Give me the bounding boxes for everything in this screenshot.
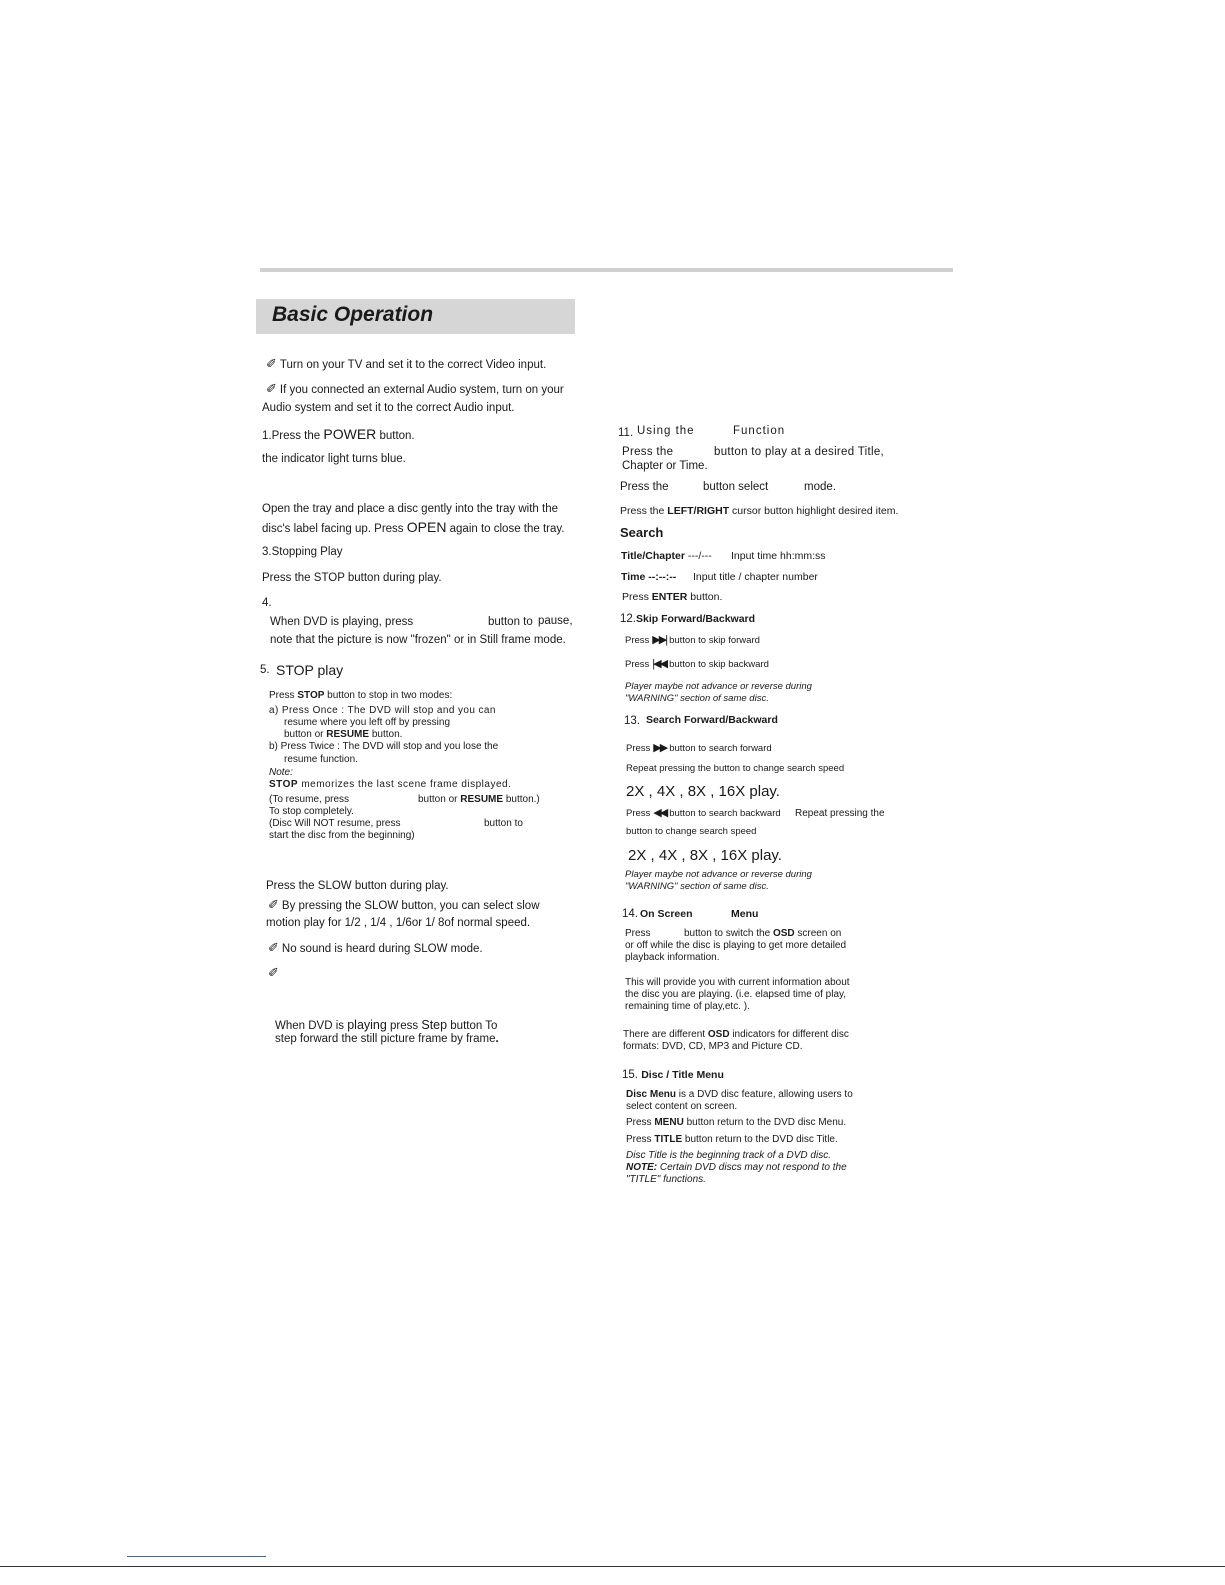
warn-1b: "WARNING" section of same disc. (625, 693, 769, 704)
s11-line-1b: button to play at a desired Title, (714, 446, 885, 458)
time-row: Time --:--:-- (621, 571, 677, 583)
s15-line-4: Press TITLE button return to the DVD disc Title. (626, 1134, 838, 1145)
step-3-title: 3.Stopping Play (262, 546, 343, 558)
warn-2a: Player maybe not advance or reverse during (625, 869, 812, 880)
s14-line-3: playback information. (625, 952, 720, 963)
search-backward-row: Press ◀◀ button to search backward (626, 807, 781, 819)
fast-forward-icon: ▶▶ (653, 742, 667, 754)
s14-title-a: On Screen (640, 908, 693, 920)
stop-line-10b: button to (484, 818, 523, 829)
enter-row: Press ENTER button. (622, 591, 723, 603)
skip-next-icon: ▶▶| (652, 634, 667, 646)
stop-line-8b: button or RESUME button.) (418, 794, 540, 805)
stop-line-3: resume where you left off by pressing (284, 717, 451, 728)
s15-line-1: Disc Menu is a DVD disc feature, allowing users to (626, 1089, 853, 1100)
search-repeat-row: Repeat pressing the button to change search speed (626, 763, 845, 774)
page-title: Basic Operation (272, 303, 434, 326)
step-4-text-2: note that the picture is now "frozen" or in Still frame mode. (270, 634, 566, 646)
step-3-text: Press the STOP button during play. (262, 572, 442, 584)
stop-line-9: To stop completely. (269, 806, 354, 817)
pencil-icon: ✐ (268, 940, 279, 955)
s12-heading: 12.Skip Forward/Backward (620, 613, 756, 625)
s14-num: 14. (622, 908, 638, 920)
s11-num: 11. (618, 427, 634, 439)
pencil-icon: ✐ (268, 965, 279, 980)
bottom-rule (0, 1566, 1225, 1567)
s11-line-3a: Press the (620, 481, 669, 493)
s13-num: 13. (624, 715, 640, 727)
pencil-icon: ✐ (268, 897, 279, 912)
stop-line-4: button or RESUME button. (284, 729, 403, 740)
s14-line-8: formats: DVD, CD, MP3 and Picture CD. (623, 1041, 803, 1052)
stop-line-5: b) Press Twice : The DVD will stop and you lose the (269, 741, 499, 752)
stop-line-8a: (To resume, press (269, 794, 350, 805)
slow-line-5 (268, 966, 282, 981)
s11-line-3b: button select (703, 481, 769, 493)
stop-line-11: start the disc from the beginning) (269, 830, 415, 841)
top-rule (260, 268, 953, 272)
speeds-2: 2X , 4X , 8X , 16X play. (628, 847, 782, 864)
search-backward-row-2: button to change search speed (626, 826, 757, 837)
rewind-icon: ◀◀ (653, 807, 667, 819)
time-hint: Input title / chapter number (693, 571, 818, 583)
s13-title: Search Forward/Backward (646, 714, 778, 726)
note-audio: ✐ If you connected an external Audio system, turn on your (266, 381, 564, 396)
s11-line-4: Press the LEFT/RIGHT cursor button highlight desired item. (620, 505, 899, 517)
s14-line-1a: Press (625, 928, 651, 939)
pencil-icon: ✐ (266, 381, 277, 396)
slow-line-4: ✐ No sound is heard during SLOW mode. (268, 940, 483, 955)
step-1-text: the indicator light turns blue. (262, 453, 406, 465)
note-audio-2: Audio system and set it to the correct Audio input. (262, 402, 515, 414)
title-chapter-row: Title/Chapter ---/--- (621, 550, 712, 562)
step-4-num: 4. (262, 597, 272, 609)
s14-line-5: the disc you are playing. (i.e. elapsed time of play, (625, 989, 847, 1000)
s15-line-6: "TITLE" functions. (626, 1174, 706, 1185)
search-forward-row: Press ▶▶ button to search forward (626, 742, 772, 754)
skip-backward-row: Press |◀◀ button to skip backward (625, 658, 769, 670)
step-4-text-b: button to (488, 616, 533, 628)
skip-forward-row: Press ▶▶| button to skip forward (625, 634, 760, 646)
step-1: 1.Press the POWER button. (262, 426, 415, 442)
step-5-title: STOP play (276, 662, 344, 678)
section-header (256, 299, 575, 334)
s11-line-3c: mode. (804, 481, 836, 493)
s14-title-b: Menu (731, 908, 759, 920)
s14-line-7: There are different OSD indicators for different disc (623, 1029, 849, 1040)
pencil-icon: ✐ (266, 356, 277, 371)
step-line-2: step forward the still picture frame by frame. (275, 1033, 499, 1045)
stop-line-1: Press STOP button to stop in two modes: (269, 690, 453, 701)
warn-1a: Player maybe not advance or reverse during (625, 681, 812, 692)
s11-line-1a: Press the (622, 446, 674, 458)
s15-line-3: Press MENU button return to the DVD disc Menu. (626, 1117, 847, 1128)
stop-line-2: a) Press Once : The DVD will stop and you can (269, 705, 496, 716)
s15-heading: 15. Disc / Title Menu (622, 1069, 724, 1081)
s11-title-b: Function (733, 425, 786, 437)
speeds-1: 2X , 4X , 8X , 16X play. (626, 783, 780, 800)
warn-2b: "WARNING" section of same disc. (625, 881, 769, 892)
slow-line-2: ✐ By pressing the SLOW button, you can select slow (268, 897, 540, 912)
slow-line-3: motion play for 1/2 , 1/4 , 1/6or 1/ 8of normal speed. (266, 917, 531, 929)
stop-line-7: STOP memorizes the last scene frame displayed. (269, 779, 512, 790)
s15-line-5: Disc Title is the beginning track of a DVD disc. (626, 1150, 831, 1161)
s14-line-2: or off while the disc is playing to get more detailed (625, 940, 847, 951)
s11-title-a: Using the (637, 425, 695, 437)
stop-note: Note: (269, 767, 293, 778)
title-chapter-hint: Input time hh:mm:ss (731, 550, 826, 562)
note-tv: ✐ Turn on your TV and set it to the correct Video input. (266, 356, 547, 371)
step-line-1: When DVD is playing press Step button To (275, 1018, 498, 1032)
s14-line-6: remaining time of play,etc. ). (625, 1001, 750, 1012)
step-4-text-c: pause, (538, 615, 573, 627)
step-4-text-a: When DVD is playing, press (270, 616, 414, 628)
step-2-text-2: disc's label facing up. Press OPEN again to close the tray. (262, 519, 565, 535)
search-backward-repeat: Repeat pressing the (795, 808, 885, 819)
s15-note: NOTE: Certain DVD discs may not respond to the (626, 1162, 847, 1173)
s14-line-1b: button to switch the OSD screen on (684, 928, 842, 939)
step-2-text: Open the tray and place a disc gently into the tray with the (262, 503, 558, 515)
stop-line-6: resume function. (284, 754, 358, 765)
search-heading: Search (620, 525, 664, 540)
slow-line-1: Press the SLOW button during play. (266, 880, 449, 892)
step-5-num: 5. (260, 664, 270, 676)
bottom-link-underline (127, 1556, 266, 1557)
skip-prev-icon: |◀◀ (652, 658, 667, 670)
stop-line-10a: (Disc Will NOT resume, press (269, 818, 401, 829)
s14-line-4: This will provide you with current information about (625, 977, 850, 988)
s11-line-2: Chapter or Time. (622, 460, 708, 472)
s15-line-2: select content on screen. (626, 1101, 738, 1112)
